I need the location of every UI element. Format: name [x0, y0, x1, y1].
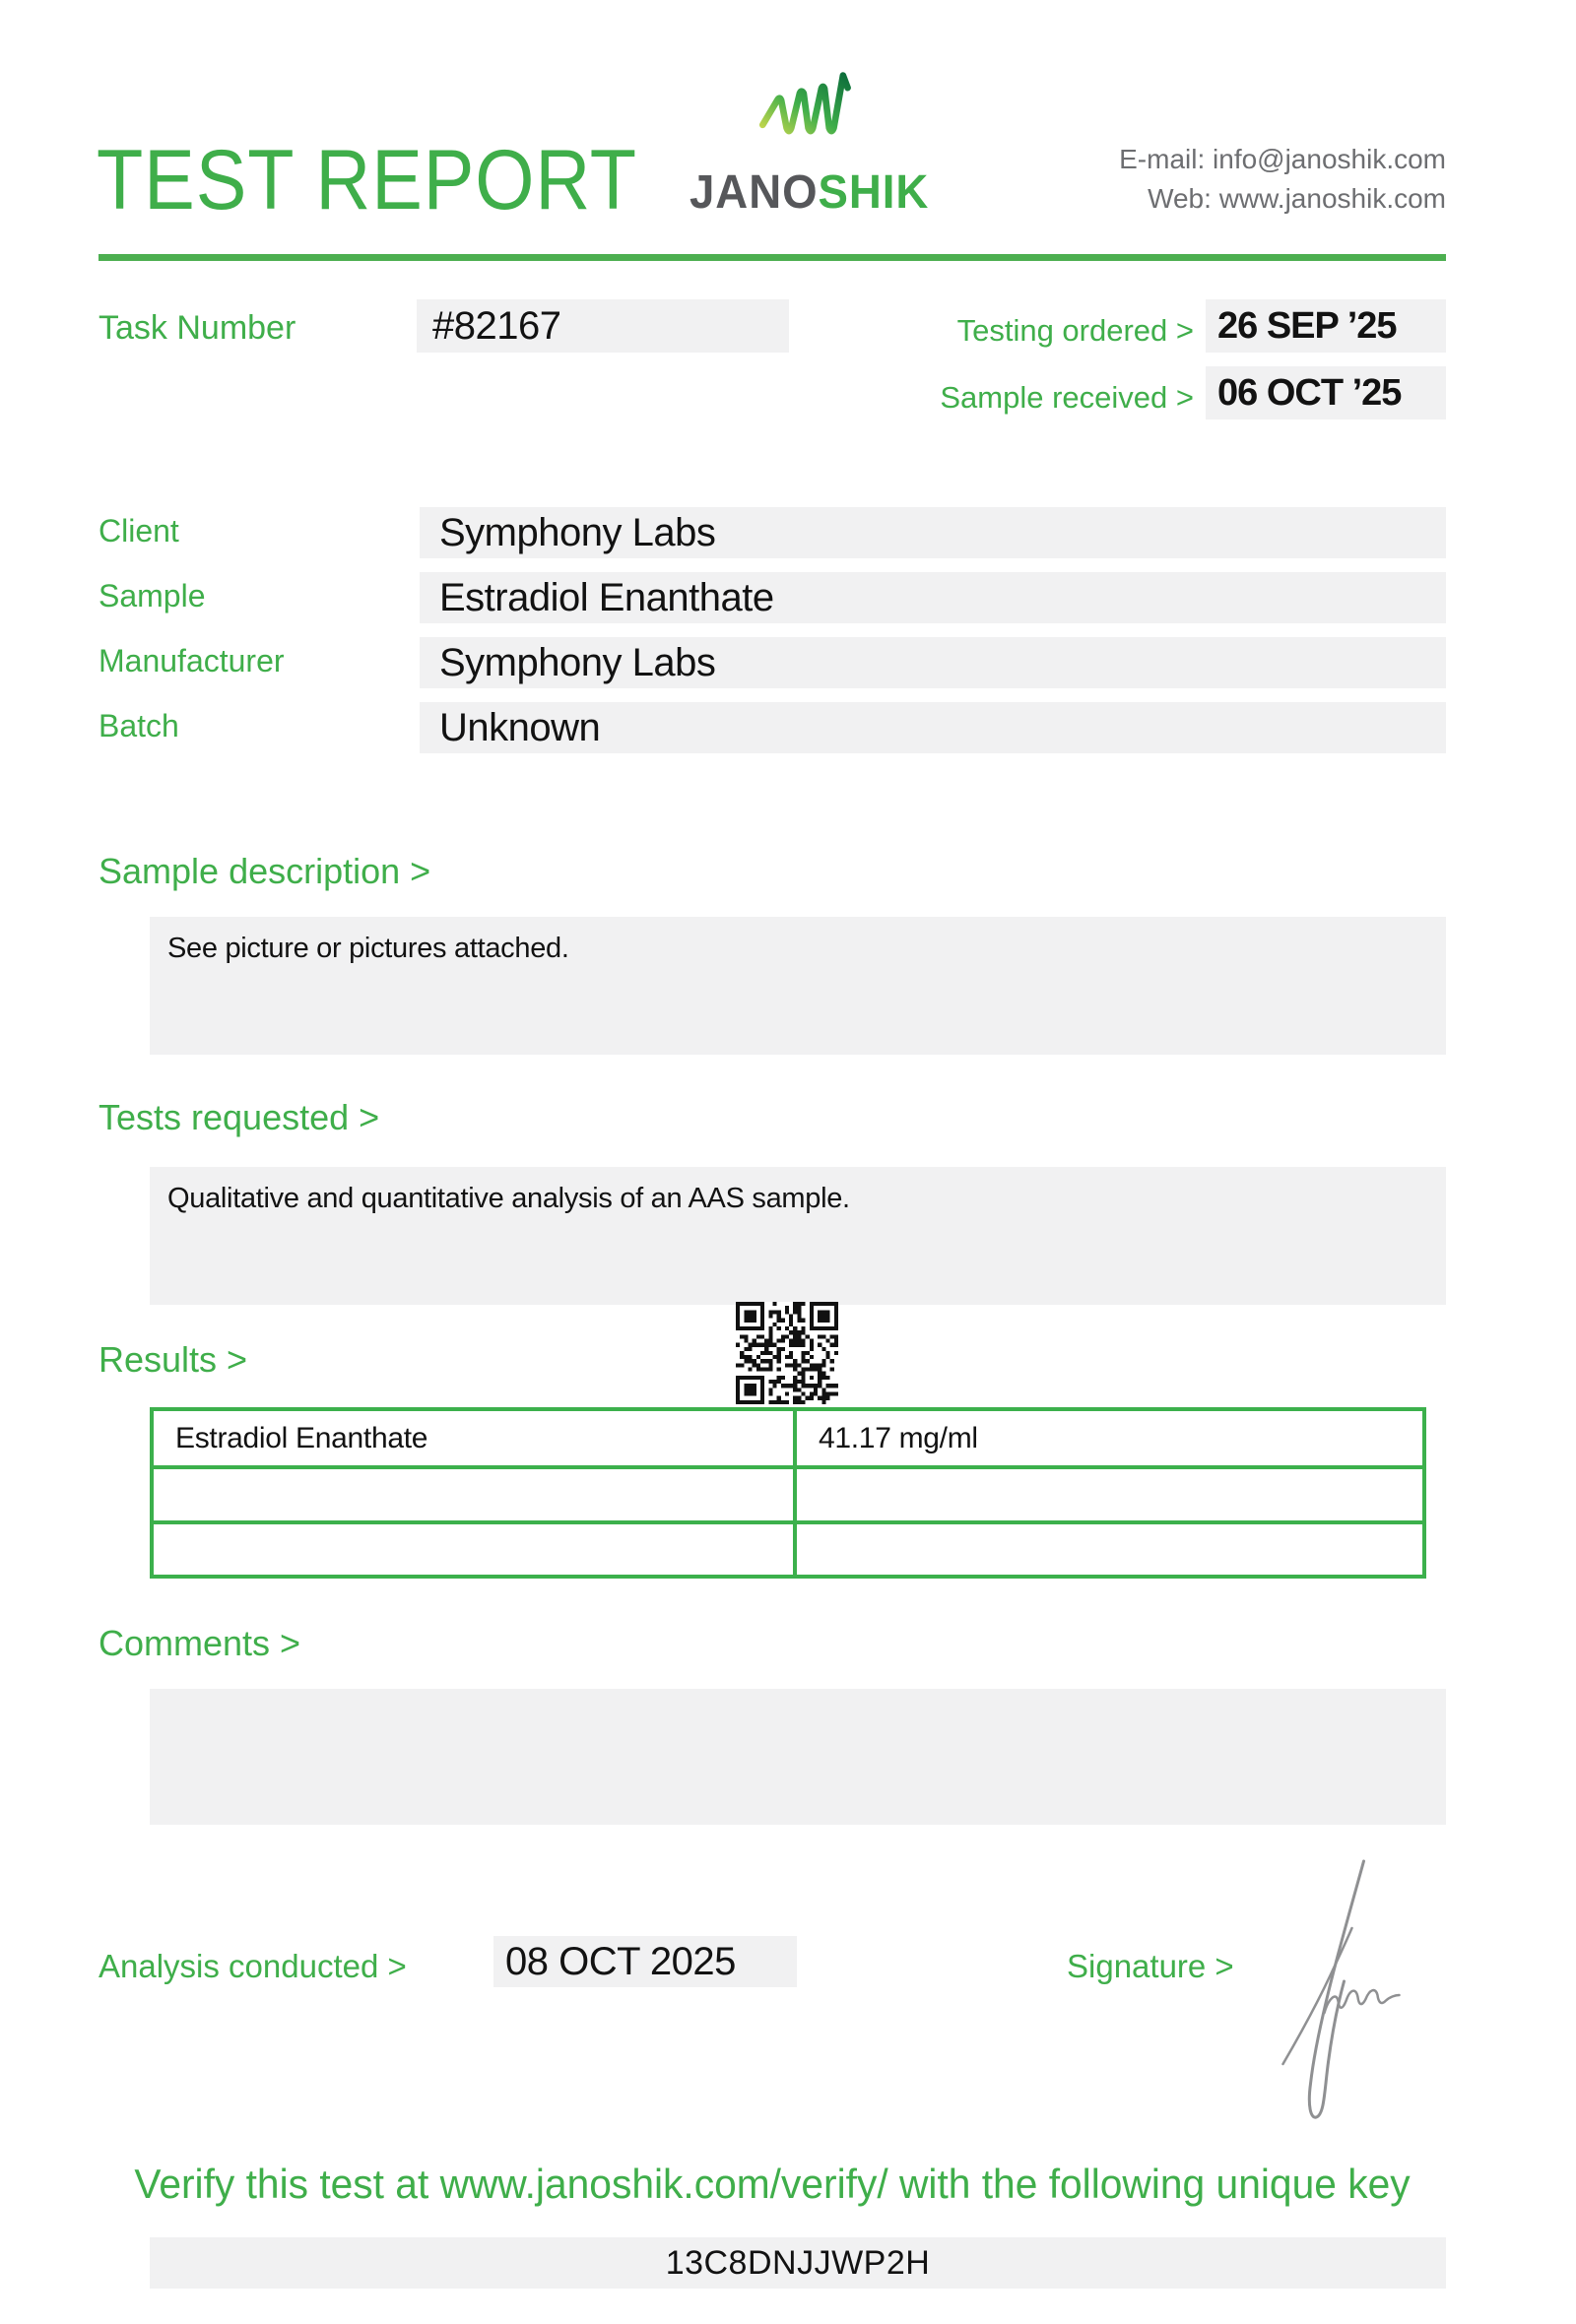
page-title: TEST REPORT — [97, 133, 637, 227]
task-number-value: #82167 — [417, 299, 789, 353]
result-name-cell — [154, 1465, 793, 1519]
result-name-cell — [154, 1520, 793, 1575]
analysis-conducted-label: Analysis conducted > — [98, 1948, 407, 1984]
header-rule — [98, 254, 1446, 261]
tests-requested-box — [150, 1167, 1446, 1305]
signature-label: Signature > — [1067, 1948, 1234, 1984]
result-name-cell: Estradiol Enanthate — [175, 1421, 428, 1454]
task-number-label: Task Number — [98, 309, 296, 347]
comments-box — [150, 1689, 1446, 1825]
sample-description-title: Sample description > — [98, 851, 431, 891]
analysis-date-value: 08 OCT 2025 — [493, 1936, 797, 1987]
testing-ordered-value: 26 SEP ’25 — [1206, 299, 1446, 353]
manufacturer-value: Symphony Labs — [420, 637, 1446, 688]
logo-chart-icon — [756, 61, 857, 152]
contact-web: Web: www.janoshik.com — [1148, 183, 1446, 214]
qr-code — [736, 1302, 838, 1404]
unique-key-value: 13C8DNJJWP2H — [150, 2237, 1446, 2289]
sample-received-label: Sample received > — [940, 380, 1194, 415]
logo-wordmark — [690, 165, 929, 220]
contact-email: E-mail: info@janoshik.com — [1119, 144, 1446, 174]
manufacturer-label: Manufacturer — [98, 643, 285, 678]
results-table — [150, 1407, 1426, 1579]
testing-ordered-label: Testing ordered > — [956, 313, 1194, 348]
result-value-cell — [793, 1465, 1422, 1519]
sample-description-box — [150, 917, 1446, 1055]
sample-value: Estradiol Enanthate — [420, 572, 1446, 623]
sample-description-text: See picture or pictures attached. — [167, 933, 569, 964]
sample-label: Sample — [98, 578, 206, 613]
tests-requested-title: Tests requested > — [98, 1097, 380, 1137]
logo-text-jano: JANO — [690, 166, 819, 219]
contact-block — [1119, 140, 1446, 219]
result-value-cell: 41.17 mg/ml — [793, 1411, 1422, 1465]
signature-image — [1273, 1855, 1406, 2141]
logo-text-shik: SHIK — [818, 166, 930, 219]
tests-requested-text: Qualitative and quantitative analysis of an AAS sample. — [167, 1183, 850, 1214]
client-value: Symphony Labs — [420, 507, 1446, 558]
result-value-cell — [793, 1520, 1422, 1575]
verify-text: Verify this test at www.janoshik.com/verify/ with the following unique key — [134, 2161, 1411, 2207]
results-title: Results > — [98, 1339, 248, 1380]
sample-received-value: 06 OCT ’25 — [1206, 366, 1446, 420]
batch-label: Batch — [98, 708, 179, 743]
client-label: Client — [98, 513, 179, 549]
batch-value: Unknown — [420, 702, 1446, 753]
comments-title: Comments > — [98, 1623, 301, 1663]
